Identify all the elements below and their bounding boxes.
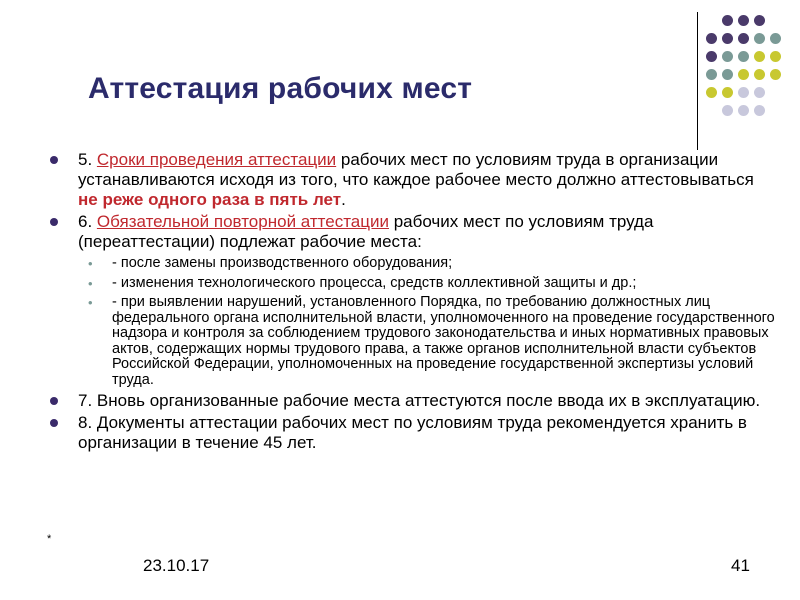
decorative-dot [754, 105, 765, 116]
point-8-text: 8. Документы аттестации рабочих мест по условиям труда рекомендуется хранить в организации в течение 45 лет. [78, 413, 747, 452]
decorative-dot [738, 33, 749, 44]
decorative-dot [738, 87, 749, 98]
decorative-dot [738, 15, 749, 26]
decorative-dot [754, 51, 765, 62]
decorative-dot [754, 15, 765, 26]
decorative-dot [770, 69, 781, 80]
decorative-dot [706, 33, 717, 44]
bullet-icon [50, 156, 58, 164]
sub-bullet-icon: • [88, 295, 93, 310]
decorative-dot [738, 51, 749, 62]
decorative-dot-grid [706, 10, 796, 135]
decorative-dot [722, 15, 733, 26]
decorative-dot [754, 33, 765, 44]
point-5 [50, 150, 775, 210]
bullet-icon [50, 419, 58, 427]
sub-bullet-icon: • [88, 256, 93, 271]
point-5-number: 5. [78, 150, 97, 169]
decorative-dot [770, 33, 781, 44]
decorative-dot [722, 87, 733, 98]
subpoint-2 [50, 276, 775, 292]
point-7 [50, 391, 775, 411]
decorative-dot [738, 69, 749, 80]
decorative-vertical-rule [697, 12, 698, 150]
sub-bullet-icon: • [88, 275, 93, 291]
slide-body [50, 150, 775, 455]
decorative-dot [770, 51, 781, 62]
decorative-dot [754, 69, 765, 80]
subpoint-1-text: - после замены производственного оборудования; [112, 255, 453, 271]
point-5-link[interactable]: Сроки проведения аттестации [96, 150, 337, 169]
subpoint-2-text: - изменения технологического процесса, средств коллективной защиты и др.; [112, 274, 637, 291]
point-5-text: рабочих мест по условиям труда в организации устанавливаются исходя из того, что каждое рабочее место должно аттестовываться [78, 150, 754, 189]
decorative-dot [722, 69, 733, 80]
decorative-dot [706, 87, 717, 98]
bullet-icon [50, 397, 58, 405]
decorative-dot [706, 69, 717, 80]
footer-star: * [47, 533, 52, 545]
subpoint-3 [50, 295, 775, 388]
point-6-number: 6. [78, 212, 97, 231]
point-7-text: 7. Вновь организованные рабочие места аттестуются после ввода их в эксплуатацию. [78, 391, 761, 410]
decorative-dot [706, 51, 717, 62]
footer-date: 23.10.17 [143, 556, 210, 575]
slide-title: Аттестация рабочих мест [88, 72, 473, 105]
point-6-text: рабочих мест по условиям труда (переаттестации) подлежат рабочие места: [78, 212, 654, 251]
decorative-dot [722, 51, 733, 62]
point-5-emphasis: не реже одного раза в пять лет [78, 190, 342, 209]
decorative-dot [722, 105, 733, 116]
decorative-dot [738, 105, 749, 116]
point-6 [50, 212, 775, 252]
page-number: 41 [731, 556, 750, 575]
subpoint-1 [50, 256, 775, 272]
point-5-end: . [341, 190, 346, 209]
decorative-dot [754, 87, 765, 98]
decorative-dot [722, 33, 733, 44]
point-8 [50, 413, 775, 453]
subpoint-3-text: - при выявлении нарушений, установленного Порядка, по требованию должностных лиц федерального органа исполнительной власти, уполномоченного на проведение государственного надзора и контроля за соблюдением трудового законодательства и иных нормативных правовых актов, содержащих нормы трудового права, а также органов исполнительной власти субъектов Российской Федерации, уполномоченных на проведение государственной экспертизы условий труда. [112, 294, 775, 388]
bullet-icon [50, 218, 58, 226]
point-6-link[interactable]: Обязательной повторной аттестации [96, 212, 389, 231]
